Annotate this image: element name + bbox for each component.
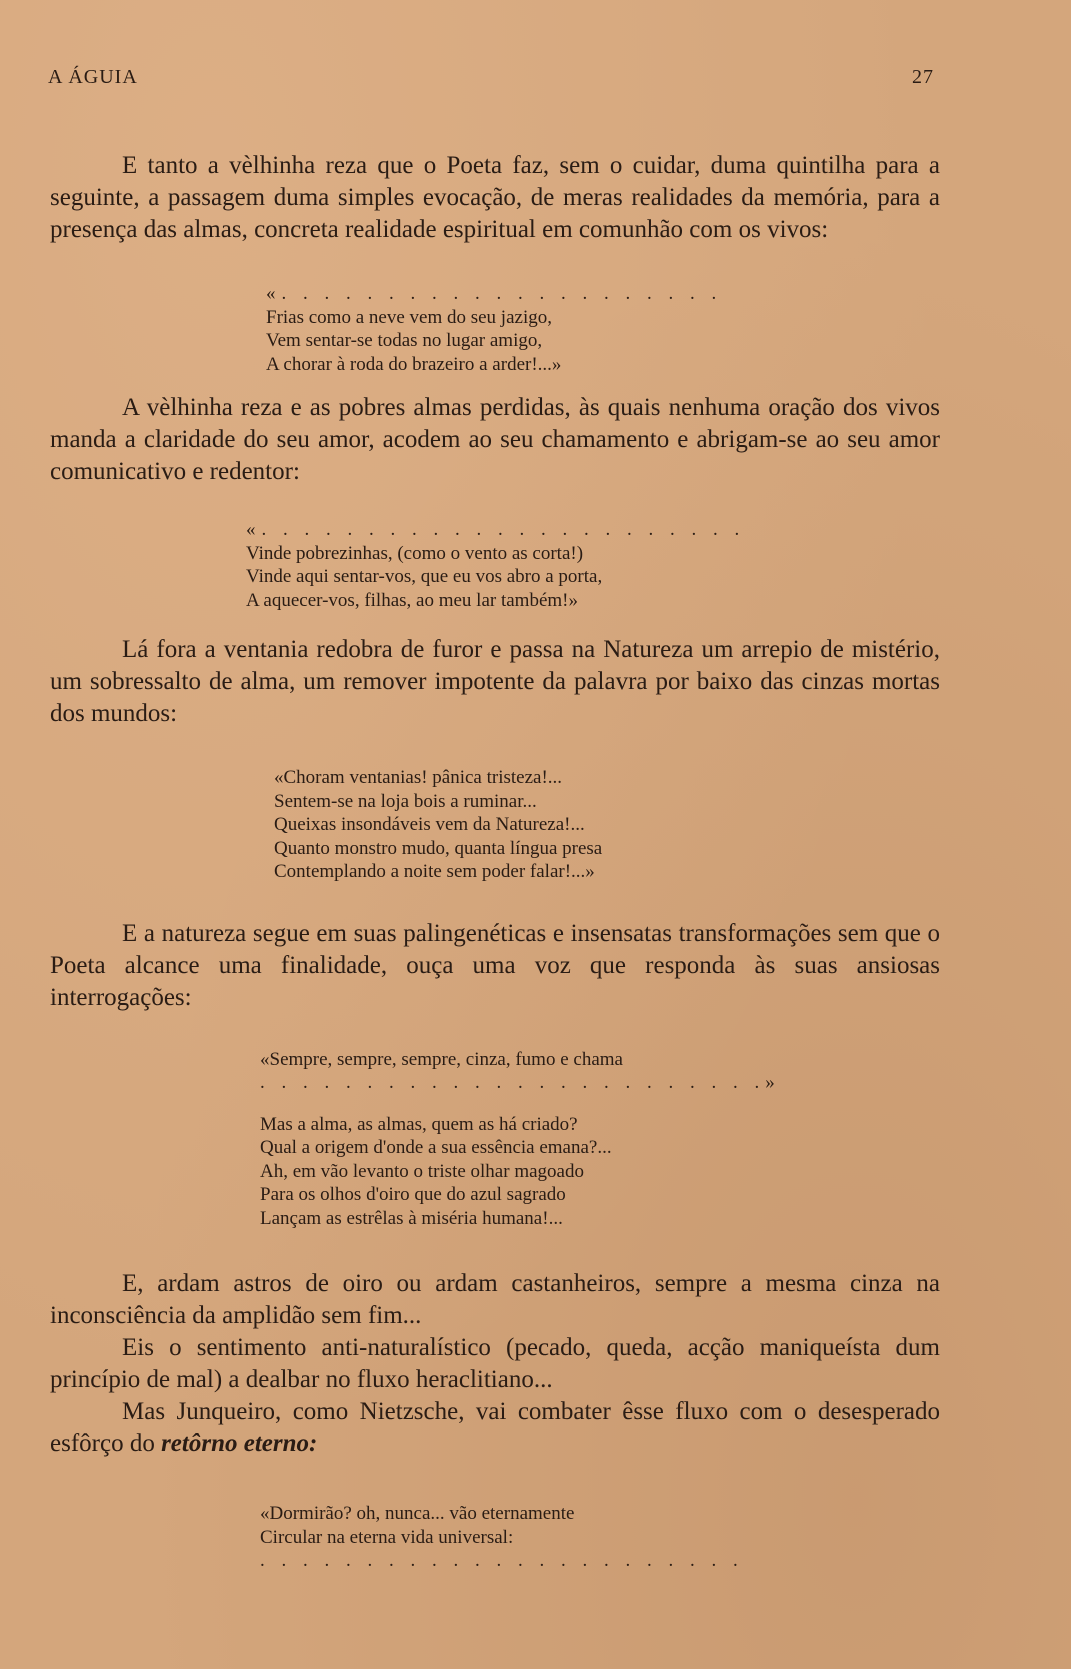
verse-line: . . . . . . . . . . . . . . . . . . . . . . . .» — [260, 1072, 781, 1093]
verse-line: Contemplando a noite sem poder falar!...» — [274, 861, 595, 882]
running-title: A ÁGUIA — [48, 66, 138, 88]
verse-line: Queixas insondáveis vem da Natureza!... — [274, 814, 585, 835]
paragraph: A vèlhinha reza e as pobres almas perdidas, às quais nenhuma oração dos vivos manda a claridade do seu amor, acodem ao seu chamamento e abrigam-se ao seu amor comunicativo e redentor: — [50, 394, 940, 485]
verse-line: Quanto monstro mudo, quanta língua presa — [274, 837, 603, 859]
verse-line: Vinde pobrezinhas, (como o vento as corta!) — [246, 542, 584, 564]
paragraph: Lá fora a ventania redobra de furor e passa na Natureza um arrepio de mistério, um sobressalto de alma, um remover impotente da palavra por baixo das cinzas mortas dos mundos: — [50, 636, 940, 727]
verse-line: Vinde aqui sentar-vos, que eu vos abro a porta, — [246, 566, 603, 587]
emphasized-phrase: retôrno eterno: — [161, 1430, 318, 1457]
paragraph: E tanto a vèlhinha reza que o Poeta faz, sem o cuidar, duma quintilha para a seguinte, a passagem duma simples evocação, de meras realidades da memória, para a presença das almas, concreta realidade espiritual em comunhão com os vivos: — [50, 152, 940, 243]
verse-block — [274, 766, 940, 884]
paragraph: E a natureza segue em suas palingenéticas e insensatas transformações sem que o Poeta alcance uma finalidade, ouça uma voz que responda às suas ansiosas interrogações: — [50, 919, 940, 1011]
verse-line: Sentem-se na loja bois a ruminar... — [274, 790, 537, 812]
verse-block — [260, 1502, 940, 1573]
page-body — [50, 150, 940, 1573]
verse-line: Qual a origem d'onde a sua essência emana?... — [260, 1137, 612, 1158]
verse-block — [246, 518, 940, 612]
verse-line: Frias como a neve vem do seu jazigo, — [266, 306, 552, 328]
verse-line: . . . . . . . . . . . . . . . . . . . . . . . — [260, 1550, 744, 1571]
verse-line: «. . . . . . . . . . . . . . . . . . . . . . . — [246, 519, 746, 540]
verse-line: Mas a alma, as almas, quem as há criado? — [260, 1113, 578, 1135]
verse-line: «Sempre, sempre, sempre, cinza, fumo e chama — [260, 1048, 623, 1070]
verse-line: Lançam as estrêlas à miséria humana!... — [260, 1207, 563, 1229]
verse-line: «. . . . . . . . . . . . . . . . . . . . . — [266, 283, 723, 304]
paragraph — [50, 1396, 940, 1460]
verse-line: Ah, em vão levanto o triste olhar magoado — [260, 1160, 584, 1182]
paragraph: Eis o sentimento anti-naturalístico (pecado, queda, acção maniqueísta dum princípio de mal) a dealbar no fluxo heraclitiano... — [50, 1334, 940, 1393]
page-number: 27 — [912, 66, 934, 88]
verse-line: A aquecer-vos, filhas, ao meu lar também!» — [246, 589, 578, 611]
paragraph-text: Mas Junqueiro, como Nietzsche, vai combater êsse fluxo com o desesperado esfôrço do — [50, 1398, 940, 1457]
paragraph: E, ardam astros de oiro ou ardam castanheiros, sempre a mesma cinza na inconsciência da amplidão sem fim... — [50, 1270, 940, 1329]
verse-line: Para os olhos d'oiro que do azul sagrado — [260, 1184, 566, 1205]
verse-line: Vem sentar-se todas no lugar amigo, — [266, 330, 543, 351]
verse-line: «Choram ventanias! pânica tristeza!... — [274, 767, 563, 788]
verse-line: «Dormirão? oh, nunca... vão eternamente — [260, 1503, 575, 1524]
page-header — [48, 66, 934, 89]
verse-block — [260, 1048, 940, 1231]
verse-block — [266, 282, 940, 376]
verse-line: A chorar à roda do brazeiro a arder!...» — [266, 353, 562, 375]
verse-line: Circular na eterna vida universal: — [260, 1526, 514, 1548]
